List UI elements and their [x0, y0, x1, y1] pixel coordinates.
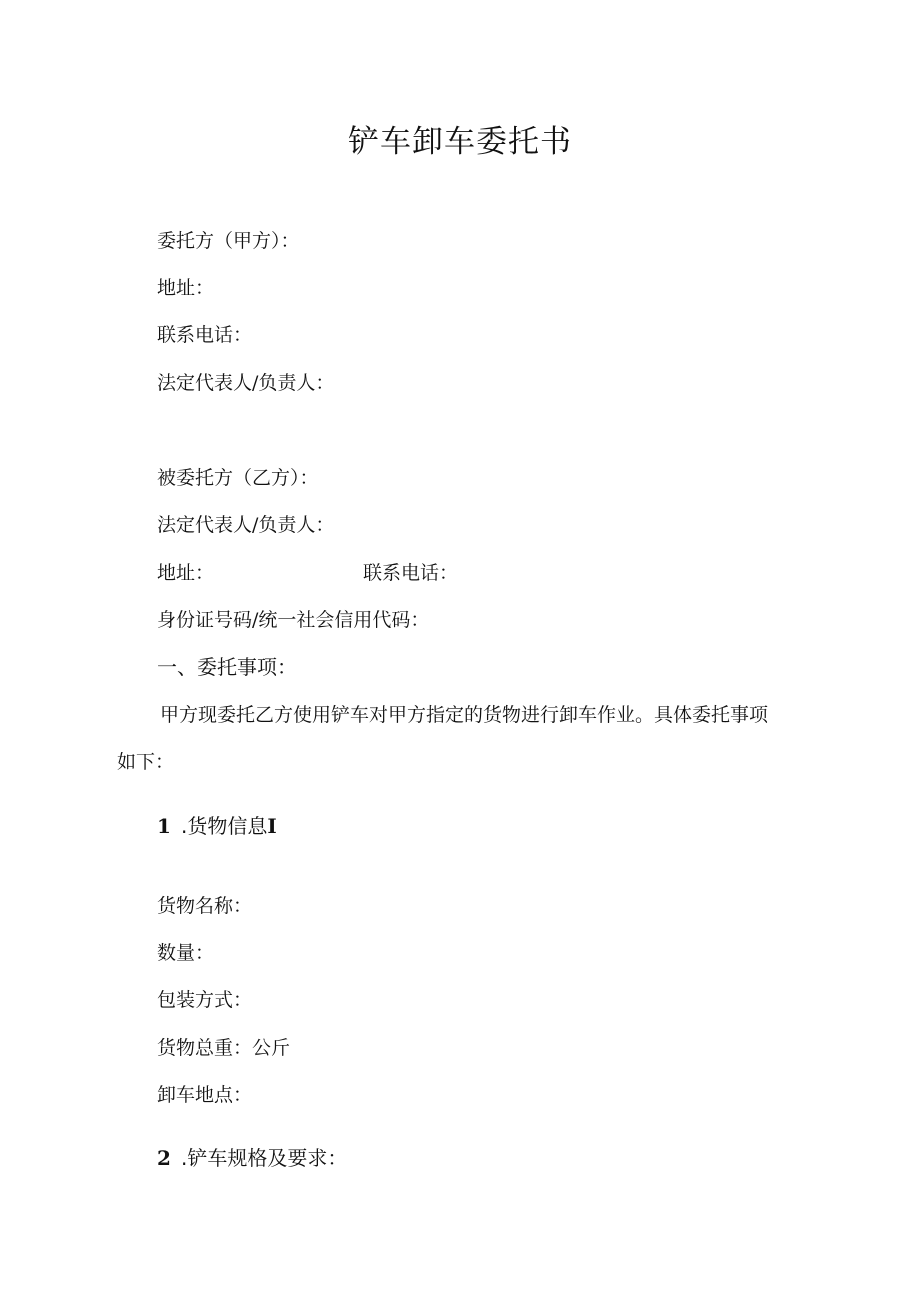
cargo-quantity-label: 数量：	[157, 942, 215, 964]
party-a-client-label: 委托方（甲方）：	[157, 230, 300, 252]
party-a-legal-rep-label: 法定代表人/负责人：	[157, 372, 335, 394]
item-title: .铲车规格及要求：	[181, 1146, 348, 1170]
item-number: 1	[157, 814, 171, 838]
cargo-unload-location-label: 卸车地点：	[157, 1084, 253, 1106]
cargo-name-label: 货物名称：	[157, 895, 253, 917]
party-b-legal-rep-label: 法定代表人/负责人：	[157, 514, 335, 536]
party-a-address-label: 地址：	[157, 277, 215, 299]
party-b-id-code-label: 身份证号码/统一社会信用代码：	[157, 609, 430, 631]
party-b-agent-label: 被委托方（乙方）：	[157, 467, 319, 489]
document-title: 铲车卸车委托书	[348, 124, 572, 160]
item-heading-forklift-spec	[157, 1146, 347, 1170]
section-heading-entrusted-matters: 一、委托事项：	[157, 655, 297, 679]
section-body-line-2: 如下：	[117, 751, 175, 773]
item-title-tail: I	[267, 814, 277, 838]
section-body-line-1: 甲方现委托乙方使用铲车对甲方指定的货物进行卸车作业。具体委托事项	[160, 704, 769, 726]
cargo-packaging-label: 包装方式：	[157, 989, 253, 1011]
party-a-phone-label: 联系电话：	[157, 324, 253, 346]
item-heading-cargo-info	[157, 814, 277, 838]
party-b-address-label: 地址：	[157, 562, 215, 584]
item-number: 2	[157, 1146, 171, 1170]
party-b-phone-label: 联系电话：	[363, 562, 459, 584]
cargo-total-weight-label: 货物总重：公斤	[157, 1037, 291, 1059]
item-title: .货物信息	[181, 814, 268, 838]
